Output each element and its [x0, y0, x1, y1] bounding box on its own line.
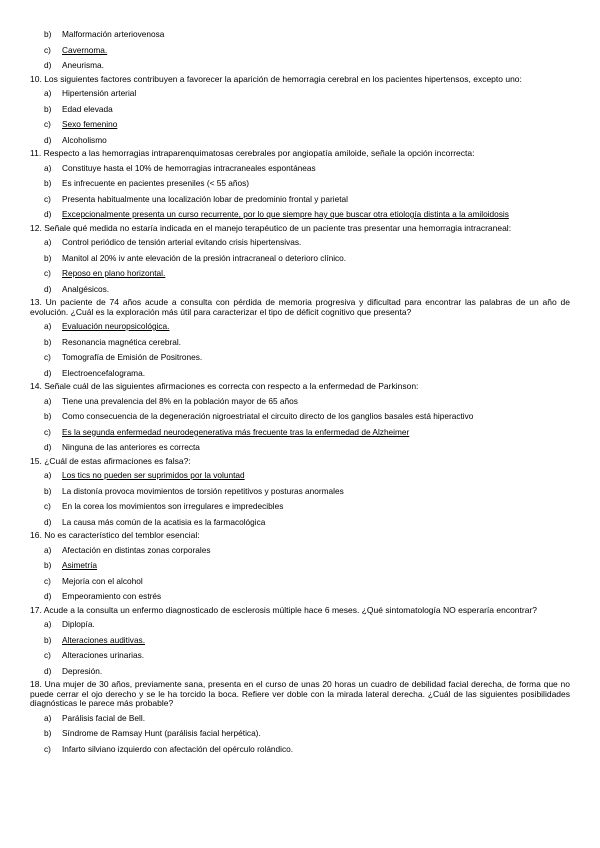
question-block — [30, 457, 570, 531]
question-number: 15. — [30, 455, 42, 466]
option-text-underlined: Excepcionalmente presenta un curso recurrente, por lo que siempre hay que buscar otra etiología distinta a la amiloidosis — [62, 209, 509, 219]
option-letter: c) — [44, 44, 51, 55]
question-stem: Acude a la consulta un enfermo diagnosticado de esclerosis múltiple hace 6 meses. ¿Qué sintomatología NO esperaría encontrar? — [43, 604, 538, 615]
option-letter: d) — [44, 442, 52, 452]
option-letter: a) — [44, 162, 52, 173]
answer-option — [30, 282, 570, 298]
option-letter: b) — [44, 336, 52, 347]
question-block — [30, 75, 570, 149]
question-number: 11. — [30, 148, 42, 158]
question-stem: Un paciente de 74 años acude a consulta con pérdida de memoria progresiva y dificultad para encontrar las palabras de un año de evolución. ¿Cuál es la exploración más útil para caracterizar el tipo de déficit cognitivo que presenta? — [30, 297, 570, 317]
option-text: Electroencefalograma. — [62, 367, 146, 378]
option-letter: c) — [44, 575, 51, 586]
option-letter: b) — [44, 634, 52, 645]
option-text: Infarto silviano izquierdo con afectación del opérculo rolándico. — [62, 743, 294, 754]
option-letter: b) — [44, 29, 52, 39]
option-text: Como consecuencia de la degeneración nigroestriatal el circuito directo de los ganglios basales está hiperactivo — [62, 411, 474, 421]
option-letter: c) — [44, 426, 51, 437]
answer-option — [30, 726, 570, 742]
option-letter: a) — [44, 395, 52, 406]
option-text-underlined: Cavernoma. — [62, 44, 108, 55]
question-number: 12. — [30, 222, 42, 233]
answer-option — [30, 161, 570, 177]
answer-option — [30, 58, 570, 74]
question-stem: Los siguientes factores contribuyen a favorecer la aparición de hemorragia cerebral en los pacientes hipertensos, excepto uno: — [44, 73, 522, 84]
option-letter: a) — [44, 470, 52, 480]
question-number: 18. — [30, 679, 42, 689]
question-text — [30, 531, 570, 541]
option-text: Resonancia magnética cerebral. — [62, 336, 181, 347]
answer-option — [30, 409, 570, 425]
option-letter: d) — [44, 134, 52, 145]
answer-option — [30, 133, 570, 149]
answer-option — [30, 27, 570, 43]
answer-option — [30, 235, 570, 251]
option-letter: c) — [44, 650, 51, 660]
answer-option — [30, 176, 570, 192]
answer-option — [30, 266, 570, 282]
answer-option — [30, 86, 570, 102]
question-stem: ¿Cuál de estas afirmaciones es falsa?: — [44, 455, 191, 466]
option-text-underlined: Alteraciones auditivas. — [62, 634, 146, 645]
option-letter: a) — [44, 619, 52, 629]
option-letter: d) — [44, 665, 52, 676]
option-letter: a) — [44, 321, 52, 331]
option-text-underlined: Asimetría — [62, 560, 98, 570]
option-text: Manitol al 20% iv ante elevación de la presión intracraneal o deterioro clínico. — [62, 252, 347, 263]
option-letter: d) — [44, 209, 52, 219]
answer-option — [30, 515, 570, 531]
answer-option — [30, 484, 570, 500]
option-letter: c) — [44, 501, 51, 511]
question-stem: Una mujer de 30 años, previamente sana, presenta en el curso de unas 20 horas un cuadro de debilidad facial derecha, de forma que no puede cerrar el ojo derecho y se le ha torcido la boca. Refiere ver doble con la mirada lateral derecha. ¿Cuál de las siguientes posibilidades diagnósticas le parece más probable? — [30, 679, 570, 708]
option-text: Control periódico de tensión arterial evitando crisis hipertensivas. — [62, 237, 302, 247]
option-text: Síndrome de Ramsay Hunt (parálisis facial herpética). — [62, 728, 261, 738]
option-text-underlined: Los tics no pueden ser suprimidos por la voluntad — [62, 470, 245, 480]
question-text — [30, 680, 570, 709]
answer-option — [30, 558, 570, 574]
option-letter: d) — [44, 367, 52, 378]
option-letter: c) — [44, 119, 51, 129]
option-letter: b) — [44, 178, 52, 188]
option-letter: d) — [44, 591, 52, 601]
question-block — [30, 298, 570, 381]
question-number: 14. — [30, 381, 42, 391]
question-block — [30, 149, 570, 223]
option-letter: a) — [44, 237, 52, 247]
question-text — [30, 224, 570, 234]
answer-option — [30, 207, 570, 223]
answer-option — [30, 440, 570, 456]
option-text: En la corea los movimientos son irregulares e impredecibles — [62, 501, 284, 511]
option-letter: b) — [44, 252, 52, 263]
option-text-underlined: Sexo femenino — [62, 119, 118, 129]
question-block — [30, 224, 570, 298]
question-number: 13. — [30, 297, 42, 307]
answer-option — [30, 711, 570, 727]
answer-option — [30, 102, 570, 118]
question-text — [30, 606, 570, 616]
option-text: Presenta habitualmente una localización lobar de predominio frontal y parietal — [62, 193, 348, 204]
answer-option — [30, 43, 570, 59]
option-text: La causa más común de la acatisia es la farmacológica — [62, 516, 266, 527]
question-block — [30, 606, 570, 680]
answer-option — [30, 633, 570, 649]
answer-option — [30, 251, 570, 267]
answer-option — [30, 648, 570, 664]
option-letter: d) — [44, 516, 52, 527]
question-block — [30, 27, 570, 74]
option-letter: b) — [44, 728, 52, 738]
option-text-underlined: Es la segunda enfermedad neurodegenerativa más frecuente tras la enfermedad de Alzheimer — [62, 426, 410, 437]
option-text: Es infrecuente en pacientes preseniles (< 55 años) — [62, 178, 250, 188]
question-stem: No es característico del temblor esencial: — [44, 530, 200, 540]
option-letter: c) — [44, 268, 51, 278]
option-text: Malformación arteriovenosa — [62, 29, 165, 39]
question-number: 16. — [30, 530, 42, 540]
answer-option — [30, 574, 570, 590]
option-text: Empeoramiento con estrés — [62, 591, 162, 601]
option-text: Edad elevada — [62, 103, 113, 114]
question-text — [30, 298, 570, 317]
option-letter: d) — [44, 283, 52, 294]
option-letter: b) — [44, 560, 52, 570]
option-text: Hipertensión arterial — [62, 88, 137, 98]
option-letter: b) — [44, 411, 52, 421]
answer-option — [30, 617, 570, 633]
question-block — [30, 382, 570, 456]
option-letter: c) — [44, 352, 51, 362]
answer-option — [30, 319, 570, 335]
answer-option — [30, 742, 570, 758]
option-letter: b) — [44, 485, 52, 496]
option-text: Aneurisma. — [62, 60, 104, 70]
question-block — [30, 531, 570, 605]
question-number: 17. — [30, 604, 42, 615]
answer-option — [30, 335, 570, 351]
question-number: 10. — [30, 73, 42, 84]
option-letter: b) — [44, 103, 52, 114]
option-text: Depresión. — [62, 665, 103, 676]
question-text — [30, 382, 570, 392]
answer-option — [30, 425, 570, 441]
question-block — [30, 680, 570, 757]
answer-option — [30, 117, 570, 133]
option-letter: d) — [44, 60, 52, 70]
option-text-underlined: Evaluación neuropsicológica. — [62, 321, 170, 331]
option-letter: a) — [44, 712, 52, 723]
option-letter: c) — [44, 193, 51, 204]
option-text: Constituye hasta el 10% de hemorragias intracraneales espontáneas — [62, 162, 316, 173]
option-text: La distonía provoca movimientos de torsión repetitivos y posturas anormales — [62, 485, 344, 496]
option-text: Analgésicos. — [62, 283, 110, 294]
option-text: Diplopía. — [62, 619, 95, 629]
answer-option — [30, 589, 570, 605]
option-text: Parálisis facial de Bell. — [62, 712, 146, 723]
answer-option — [30, 350, 570, 366]
option-text: Afectación en distintas zonas corporales — [62, 544, 211, 555]
answer-option — [30, 543, 570, 559]
option-text: Tomografía de Emisión de Positrones. — [62, 352, 203, 362]
answer-option — [30, 468, 570, 484]
option-text: Ninguna de las anteriores es correcta — [62, 442, 200, 452]
option-letter: a) — [44, 88, 52, 98]
question-stem: Señale cuál de las siguientes afirmaciones es correcta con respecto a la enfermedad de Parkinson: — [44, 381, 419, 391]
answer-option — [30, 664, 570, 680]
option-letter: a) — [44, 544, 52, 555]
question-stem: Respecto a las hemorragias intraparenquimatosas cerebrales por angiopatía amiloide, señale la opción incorrecta: — [43, 148, 475, 158]
option-letter: c) — [44, 743, 51, 754]
question-text — [30, 75, 570, 85]
answer-option — [30, 366, 570, 382]
option-text: Alteraciones urinarias. — [62, 650, 145, 660]
question-stem: Señale qué medida no estaría indicada en el manejo terapéutico de un paciente tras presentar una hemorragia intracraneal: — [44, 222, 512, 233]
option-text: Tiene una prevalencia del 8% en la población mayor de 65 años — [62, 395, 298, 406]
answer-option — [30, 499, 570, 515]
answer-option — [30, 192, 570, 208]
option-text-underlined: Reposo en plano horizontal. — [62, 268, 166, 278]
question-text — [30, 457, 570, 467]
answer-option — [30, 394, 570, 410]
option-text: Alcoholismo — [62, 134, 107, 145]
question-text — [30, 149, 570, 159]
option-text: Mejoría con el alcohol — [62, 575, 143, 586]
